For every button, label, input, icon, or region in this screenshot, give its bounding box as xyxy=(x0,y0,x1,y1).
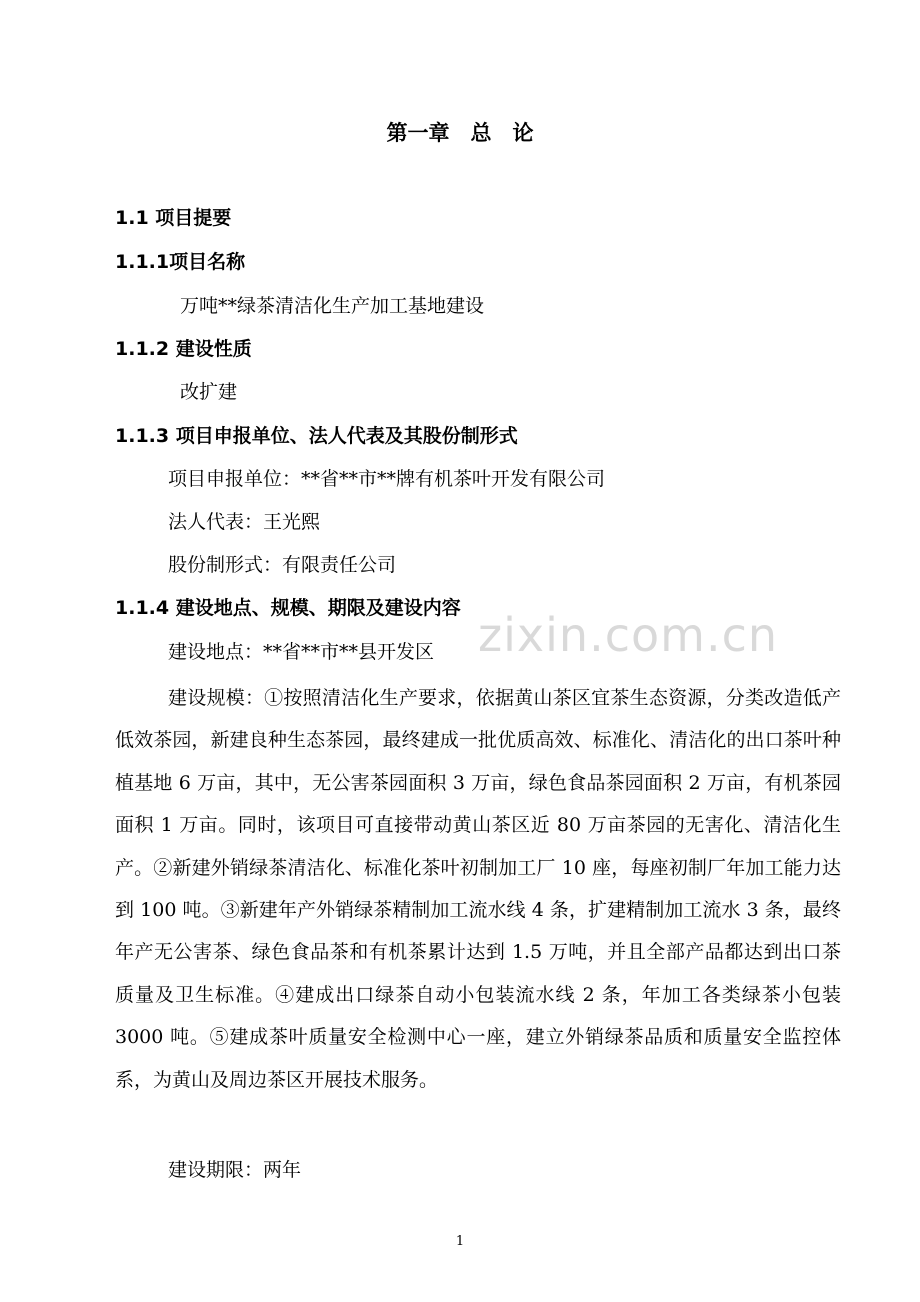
construction-location: 建设地点：**省**市**县开发区 xyxy=(168,641,435,663)
watermark: zixin.com.cn xyxy=(478,608,779,662)
project-name: 万吨**绿茶清洁化生产加工基地建设 xyxy=(180,295,485,317)
page-number: 1 xyxy=(455,1234,465,1249)
section-heading-1-1-3: 1.1.3 项目申报单位、法人代表及其股份制形式 xyxy=(115,425,518,447)
chapter-title: 第一章 总 论 xyxy=(386,121,534,145)
legal-representative: 法人代表：王光熙 xyxy=(168,511,321,533)
section-heading-1-1-4: 1.1.4 建设地点、规模、期限及建设内容 xyxy=(115,597,461,619)
applicant-unit: 项目申报单位：**省**市**牌有机茶叶开发有限公司 xyxy=(168,468,606,490)
section-heading-1-1: 1.1 项目提要 xyxy=(115,207,232,229)
construction-scale-paragraph: 建设规模：①按照清洁化生产要求，依据黄山茶区宜茶生态资源，分类改造低产低效茶园，新建良种生态茶园，最终建成一批优质高效、标准化、清洁化的出口茶叶种植基地 6 万亩，其中，无公害茶园面积 3 万亩，绿色食品茶园面积 2 万亩，有机茶园面积 1 万亩。同时，该项目可直接带动黄山茶区近 80 万亩茶园的无害化、清洁化生产。②新建外销绿茶清洁化、标准化茶叶初制加工厂 10 座，每座初制厂年加工能力达到 100 吨。③新建年产外销绿茶精制加工流水线 4 条，扩建精制加工流水 3 条，最终年产无公害茶、绿色食品茶和有机茶累计达到 1.5 万吨，并且全部产品都达到出口茶质量及卫生标准。④建成出口绿茶自动小包装流水线 2 条，年加工各类绿茶小包装 3000 吨。⑤建成茶叶质量安全检测中心一座，建立外销绿茶品质和质量安全监控体系，为黄山及周边茶区开展技术服务。 xyxy=(115,687,841,1091)
share-form: 股份制形式：有限责任公司 xyxy=(168,554,397,576)
construction-nature: 改扩建 xyxy=(180,381,238,403)
construction-period: 建设期限：两年 xyxy=(168,1159,302,1181)
section-heading-1-1-2: 1.1.2 建设性质 xyxy=(115,338,252,360)
section-heading-1-1-1: 1.1.1项目名称 xyxy=(115,251,246,273)
